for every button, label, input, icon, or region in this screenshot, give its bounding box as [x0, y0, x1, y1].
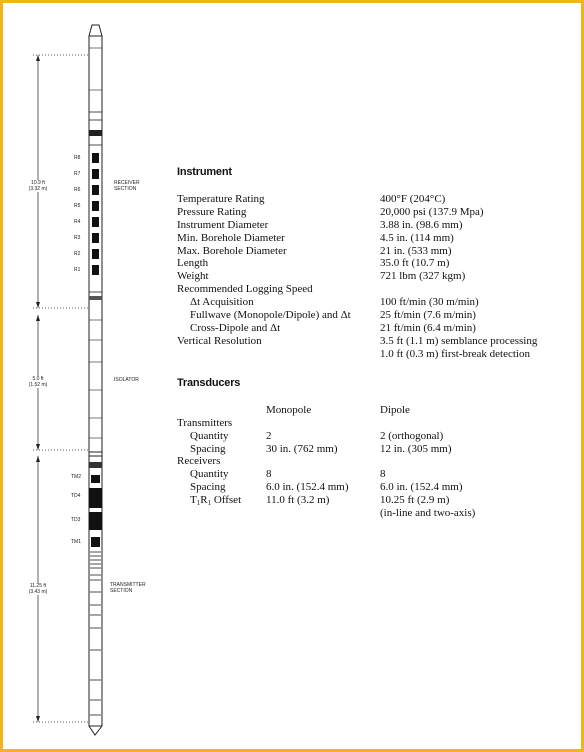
- spec-label: Fullwave (Monopole/Dipole) and Δt: [190, 309, 351, 321]
- receiver-label-r7: R7: [74, 171, 81, 177]
- column-header-monopole: Monopole: [266, 404, 312, 416]
- row-label-spacing: Spacing: [190, 443, 226, 455]
- row-label-offset: [190, 494, 241, 510]
- offset-r-subscript: 1: [207, 499, 212, 507]
- spec-value: 20,000 psi (137.9 Mpa): [380, 206, 484, 218]
- spec-label: Max. Borehole Diameter: [177, 245, 287, 257]
- transducer-label-td3: TD3: [71, 517, 81, 523]
- spec-value: 3.5 ft (1.1 m) semblance processing: [380, 335, 538, 347]
- rx-spacing-monopole: 6.0 in. (152.4 mm): [266, 481, 349, 493]
- spec-label: Temperature Rating: [177, 193, 265, 205]
- spec-label: Cross-Dipole and Δt: [190, 322, 281, 334]
- tx-quantity-dipole: 2 (orthogonal): [380, 430, 444, 442]
- spec-value: 21 in. (533 mm): [380, 245, 452, 257]
- spec-label: Pressure Rating: [177, 206, 247, 218]
- spec-label: Weight: [177, 270, 209, 282]
- spec-label: Recommended Logging Speed: [177, 283, 313, 295]
- spec-value: 3.88 in. (98.6 mm): [380, 219, 463, 231]
- spec-label: Instrument Diameter: [177, 219, 269, 231]
- spec-value: 721 lbm (327 kgm): [380, 270, 466, 282]
- tx-quantity-monopole: 2: [266, 430, 272, 442]
- receiver-label-r1: R1: [74, 267, 81, 273]
- rx-offset-dipole: 10.25 ft (2.9 m): [380, 494, 450, 506]
- dimension-transmitter: [20, 583, 56, 595]
- spec-value: 100 ft/min (30 m/min): [380, 296, 479, 308]
- offset-suffix: Offset: [211, 494, 242, 506]
- receiver-label-r5: R5: [74, 203, 81, 209]
- spec-label: Vertical Resolution: [177, 335, 262, 347]
- rx-quantity-monopole: 8: [266, 468, 272, 480]
- offset-t: T: [190, 494, 197, 506]
- dimension-metric: (3.43 m): [28, 589, 48, 595]
- offset-r: R: [200, 494, 208, 506]
- tx-spacing-dipole: 12 in. (305 mm): [380, 443, 452, 455]
- row-label-quantity: Quantity: [190, 468, 229, 480]
- rx-offset-dipole-note: (in-line and two-axis): [380, 507, 476, 519]
- dimension-length: 10.9 ft: [31, 180, 45, 186]
- spec-value: 4.5 in. (114 mm): [380, 232, 454, 244]
- rx-spacing-dipole: 6.0 in. (152.4 mm): [380, 481, 463, 493]
- receiver-label-r3: R3: [74, 235, 81, 241]
- receiver-label-r4: R4: [74, 219, 81, 225]
- section-label-receiver: RECEIVER SECTION: [114, 180, 140, 192]
- receiver-label-r6: R6: [74, 187, 81, 193]
- offset-t-subscript: 1: [196, 499, 201, 507]
- transducer-label-td4: TD4: [71, 493, 81, 499]
- row-label-spacing: Spacing: [190, 481, 226, 493]
- instrument-heading: Instrument: [177, 166, 232, 178]
- row-label-quantity: Quantity: [190, 430, 229, 442]
- spec-label: Δt Acquisition: [190, 296, 254, 308]
- receiver-blocks: [92, 153, 99, 275]
- dimension-length: 11.25 ft: [29, 583, 47, 589]
- section-label-isolator: ISOLATOR: [114, 377, 139, 383]
- receiver-label-r2: R2: [74, 251, 81, 257]
- transducers-heading: Transducers: [177, 377, 241, 389]
- dimension-receiver: [20, 180, 56, 192]
- rx-offset-monopole: 11.0 ft (3.2 m): [266, 494, 330, 506]
- spec-label: Min. Borehole Diameter: [177, 232, 285, 244]
- spec-label: Length: [177, 257, 209, 269]
- dimension-metric: (3.32 m): [28, 186, 48, 192]
- spec-value: 1.0 ft (0.3 m) first-break detection: [380, 348, 530, 360]
- section-label-transmitter: TRANSMITTER SECTION: [110, 582, 146, 594]
- tx-spacing-monopole: 30 in. (762 mm): [266, 443, 338, 455]
- dimension-length: 5.0 ft: [32, 376, 44, 382]
- group-label-receivers: Receivers: [177, 455, 221, 467]
- spec-value: 400°F (204°C): [380, 193, 446, 205]
- receiver-label-r8: R8: [74, 155, 81, 161]
- rx-quantity-dipole: 8: [380, 468, 386, 480]
- spec-value: 35.0 ft (10.7 m): [380, 257, 450, 269]
- dimension-metric: (1.52 m): [28, 382, 48, 388]
- spec-value: 21 ft/min (6.4 m/min): [380, 322, 476, 334]
- column-header-dipole: Dipole: [380, 404, 410, 416]
- dimension-isolator: [20, 376, 56, 388]
- transducer-label-tm1: TM1: [71, 539, 81, 545]
- group-label-transmitters: Transmitters: [177, 417, 233, 429]
- spec-value: 25 ft/min (7.6 m/min): [380, 309, 476, 321]
- transducer-label-tm2: TM2: [71, 474, 81, 480]
